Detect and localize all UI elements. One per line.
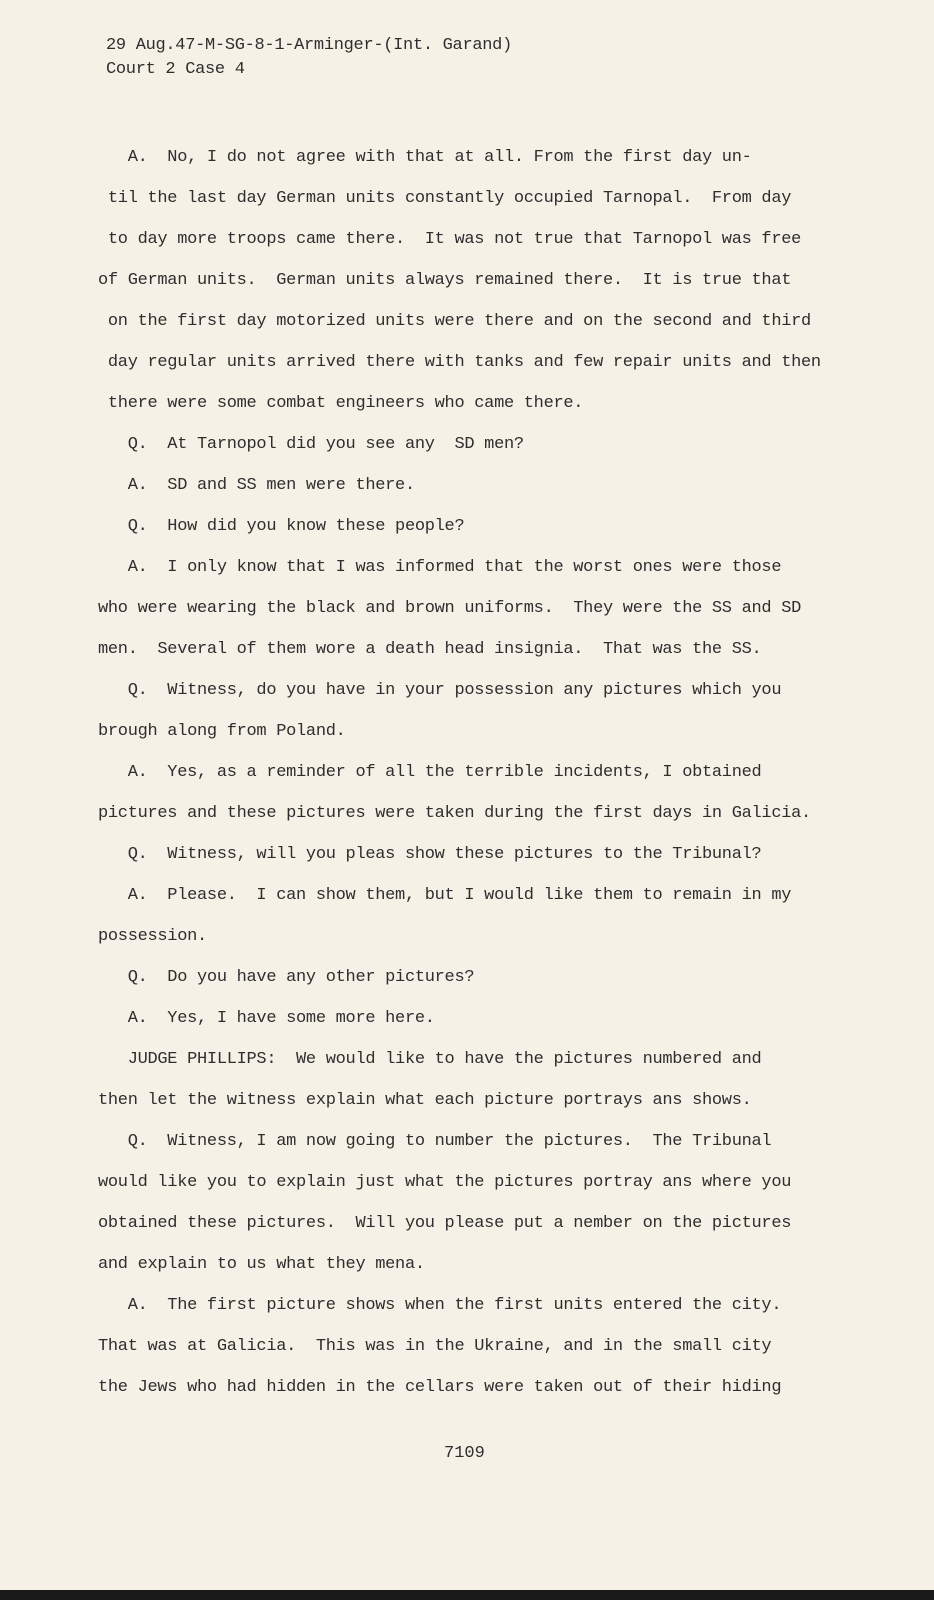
text-line: Q. Witness, do you have in your possession any pictures which you	[98, 681, 782, 700]
text-line: A. SD and SS men were there.	[98, 476, 415, 495]
text-line: JUDGE PHILLIPS: We would like to have the pictures numbered and	[98, 1050, 762, 1069]
header-reference: 29 Aug.47-M-SG-8-1-Arminger-(Int. Garand)	[106, 36, 512, 55]
page-number: 7109	[444, 1444, 485, 1463]
text-line: Q. How did you know these people?	[98, 517, 465, 536]
text-line: That was at Galicia. This was in the Ukraine, and in the small city	[98, 1337, 772, 1356]
text-line: Q. Do you have any other pictures?	[98, 968, 475, 987]
text-line: Q. Witness, will you pleas show these pictures to the Tribunal?	[98, 845, 762, 864]
text-line: A. The first picture shows when the first units entered the city.	[98, 1296, 782, 1315]
text-line: the Jews who had hidden in the cellars were taken out of their hiding	[98, 1378, 782, 1397]
transcript-body	[98, 137, 918, 1408]
text-line: Q. Witness, I am now going to number the pictures. The Tribunal	[98, 1132, 772, 1151]
text-line: possession.	[98, 927, 207, 946]
text-line: men. Several of them wore a death head insignia. That was the SS.	[98, 640, 762, 659]
text-line: A. No, I do not agree with that at all. From the first day un-	[98, 148, 752, 167]
text-line: on the first day motorized units were there and on the second and third	[98, 312, 811, 331]
text-line: brough along from Poland.	[98, 722, 346, 741]
text-line: A. Yes, as a reminder of all the terrible incidents, I obtained	[98, 763, 762, 782]
text-line: and explain to us what they mena.	[98, 1255, 425, 1274]
text-line: who were wearing the black and brown uniforms. They were the SS and SD	[98, 599, 802, 618]
text-line: A. I only know that I was informed that the worst ones were those	[98, 558, 782, 577]
text-line: would like you to explain just what the pictures portray ans where you	[98, 1173, 792, 1192]
text-line: A. Yes, I have some more here.	[98, 1009, 435, 1028]
text-line: there were some combat engineers who came there.	[98, 394, 584, 413]
text-line: then let the witness explain what each picture portrays ans shows.	[98, 1091, 752, 1110]
header-court-case: Court 2 Case 4	[106, 60, 245, 79]
text-line: Q. At Tarnopol did you see any SD men?	[98, 435, 524, 454]
text-line: A. Please. I can show them, but I would like them to remain in my	[98, 886, 792, 905]
text-line: of German units. German units always remained there. It is true that	[98, 271, 792, 290]
text-line: to day more troops came there. It was not true that Tarnopol was free	[98, 230, 802, 249]
text-line: til the last day German units constantly occupied Tarnopal. From day	[98, 189, 792, 208]
text-line: obtained these pictures. Will you please put a nember on the pictures	[98, 1214, 792, 1233]
text-line: day regular units arrived there with tanks and few repair units and then	[98, 353, 821, 372]
text-line: pictures and these pictures were taken during the first days in Galicia.	[98, 804, 811, 823]
